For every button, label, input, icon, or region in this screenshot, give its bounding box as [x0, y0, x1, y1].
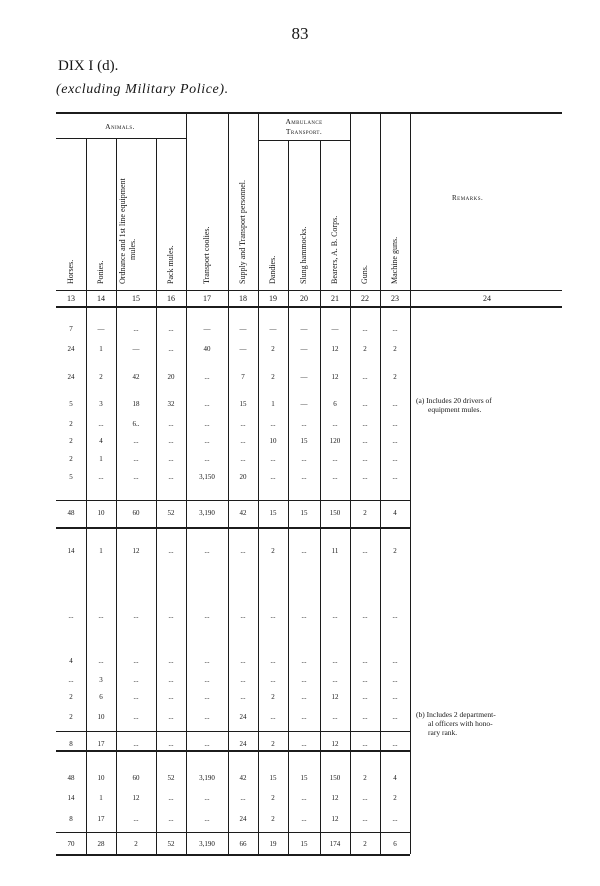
table-cell: 12 — [132, 547, 140, 555]
table-cell: ... — [133, 612, 139, 620]
total-bottom-rule — [56, 527, 410, 529]
table-cell: ... — [301, 612, 307, 620]
table-cell: ... — [133, 473, 139, 481]
table-cell: ... — [392, 473, 398, 481]
table-cell: 40 — [203, 345, 211, 353]
col-header-ordnance-mules-2: mules. — [128, 238, 137, 260]
table-cell: 60 — [132, 509, 140, 517]
table-cell: ... — [270, 420, 276, 428]
table-cell: ... — [392, 657, 398, 665]
table-heading: DIX I (d). — [58, 58, 119, 74]
table-cell: 2 — [69, 455, 73, 463]
table-cell: ... — [240, 437, 246, 445]
animals-group-header: Animals. — [105, 122, 135, 131]
table-cell: ... — [362, 400, 368, 408]
remark-b-line3: rary rank. — [428, 728, 458, 737]
table-cell: 1 — [271, 400, 275, 408]
table-cell: ... — [301, 657, 307, 665]
table-cell: 12 — [331, 373, 339, 381]
table-cell: 32 — [167, 400, 175, 408]
table-cell: 2 — [363, 509, 367, 517]
table-cell: ... — [240, 612, 246, 620]
table-cell: 66 — [239, 840, 247, 848]
remark-a-line1: (a) Includes 20 drivers of — [416, 396, 492, 405]
table-cell: ... — [392, 713, 398, 721]
table-cell: 6.. — [132, 420, 140, 428]
table-cell: 2 — [271, 345, 275, 353]
table-cell: ... — [270, 676, 276, 684]
table-cell: 60 — [132, 774, 140, 782]
table-cell: ... — [392, 455, 398, 463]
table-cell: ... — [362, 325, 368, 333]
table-cell: ... — [270, 713, 276, 721]
col-header-bearers: Bearers, A. B. Corps. — [330, 215, 339, 284]
table-cell: ... — [332, 473, 338, 481]
table-cell: 2 — [271, 547, 275, 555]
table-cell: ... — [133, 676, 139, 684]
table-cell: ... — [270, 657, 276, 665]
table-cell: 15 — [239, 400, 247, 408]
table-cell: 2 — [271, 794, 275, 802]
table-cell: ... — [392, 740, 398, 748]
table-cell: 52 — [167, 509, 175, 517]
table-cell: ... — [362, 473, 368, 481]
table-cell: ... — [204, 373, 210, 381]
table-cell: ... — [392, 437, 398, 445]
table-cell: 24 — [239, 713, 247, 721]
table-cell: ... — [362, 676, 368, 684]
col-number: 13 — [67, 294, 75, 303]
table-cell: 10 — [97, 774, 105, 782]
col-header-pack-mules: Pack mules. — [166, 245, 175, 284]
table-cell: 2 — [363, 774, 367, 782]
table-cell: 150 — [329, 774, 341, 782]
table-cell: ... — [392, 420, 398, 428]
table-cell: — — [300, 373, 308, 381]
table-cell: ... — [204, 657, 210, 665]
col-number: 23 — [391, 294, 399, 303]
table-cell: ... — [362, 612, 368, 620]
table-cell: ... — [204, 437, 210, 445]
table-cell: 42 — [132, 373, 140, 381]
table-cell: 2 — [393, 794, 397, 802]
table-cell: ... — [392, 325, 398, 333]
table-cell: ... — [204, 740, 210, 748]
table-cell: — — [300, 400, 308, 408]
table-cell: ... — [168, 547, 174, 555]
table-cell: 24 — [67, 345, 75, 353]
table-cell: — — [97, 325, 105, 333]
table-cell: 1 — [99, 455, 103, 463]
table-cell: ... — [168, 612, 174, 620]
table-cell: ... — [133, 437, 139, 445]
col-number-remarks: 24 — [483, 294, 491, 303]
table-cell: ... — [133, 815, 139, 823]
table-cell: ... — [301, 420, 307, 428]
table-cell: ... — [301, 693, 307, 701]
table-cell: ... — [168, 437, 174, 445]
table-cell: 1 — [99, 345, 103, 353]
table-cell: ... — [362, 657, 368, 665]
ambulance-group-header-line2: Transport. — [285, 127, 323, 136]
table-cell: 2 — [271, 740, 275, 748]
table-cell: 5 — [69, 400, 73, 408]
table-cell: ... — [362, 547, 368, 555]
table-cell: ... — [392, 400, 398, 408]
table-cell: ... — [168, 657, 174, 665]
table-subheading: (excluding Military Police). — [56, 82, 229, 97]
table-cell: ... — [392, 612, 398, 620]
table-cell: 52 — [167, 840, 175, 848]
table-cell: ... — [204, 455, 210, 463]
table-cell: 2 — [271, 373, 275, 381]
table-cell: 2 — [393, 373, 397, 381]
table-cell: 10 — [97, 509, 105, 517]
table-cell: ... — [240, 794, 246, 802]
table-cell: 5 — [69, 473, 73, 481]
table-cell: 2 — [69, 713, 73, 721]
table-cell: 12 — [331, 815, 339, 823]
grand-total-top-rule — [56, 832, 410, 833]
col-number: 18 — [239, 294, 247, 303]
table-cell: ... — [68, 676, 74, 684]
table-cell: ... — [168, 693, 174, 701]
table-cell: ... — [362, 420, 368, 428]
table-cell: 2 — [134, 840, 138, 848]
table-cell: 48 — [67, 774, 75, 782]
table-cell: 24 — [239, 740, 247, 748]
table-cell: ... — [204, 420, 210, 428]
table-cell: 8 — [69, 740, 73, 748]
table-cell: ... — [362, 373, 368, 381]
table-cell: 12 — [331, 740, 339, 748]
table-cell: 15 — [300, 509, 308, 517]
table-cell: 2 — [271, 815, 275, 823]
table-cell: 24 — [67, 373, 75, 381]
table-cell: — — [300, 325, 308, 333]
subtotal-bottom-rule — [56, 750, 410, 752]
table-cell: 2 — [69, 437, 73, 445]
table-cell: 150 — [329, 509, 341, 517]
table-cell: — — [300, 345, 308, 353]
col-header-ordnance-mules: Ordnance and 1st line equipment — [118, 178, 127, 284]
table-cell: 14 — [67, 547, 75, 555]
table-cell: 3,190 — [199, 840, 215, 848]
table-cell: ... — [98, 657, 104, 665]
table-cell: 120 — [329, 437, 341, 445]
col-number: 15 — [132, 294, 140, 303]
table-cell: 11 — [331, 547, 339, 555]
table-cell: 12 — [331, 794, 339, 802]
table-cell: 3 — [99, 400, 103, 408]
table-cell: ... — [240, 420, 246, 428]
table-cell: ... — [98, 473, 104, 481]
table-cell: 15 — [269, 774, 277, 782]
table-cell: ... — [204, 815, 210, 823]
col-header-horses: Horses. — [66, 259, 75, 284]
table-cell: ... — [362, 740, 368, 748]
table-cell: 3 — [99, 676, 103, 684]
table-cell: 17 — [97, 740, 105, 748]
table-cell: 3,150 — [199, 473, 215, 481]
table-cell: 6 — [393, 840, 397, 848]
table-cell: 10 — [269, 437, 277, 445]
table-cell: ... — [301, 794, 307, 802]
col-header-ponies: Ponies. — [96, 260, 105, 284]
ambulance-group-header-line1: Ambulance — [285, 117, 323, 126]
table-cell: ... — [301, 740, 307, 748]
col-header-supply-personnel: Supply and Transport personnel. — [238, 180, 247, 284]
table-cell: ... — [240, 657, 246, 665]
table-cell: 2 — [363, 345, 367, 353]
table-cell: ... — [301, 676, 307, 684]
table-cell: ... — [240, 455, 246, 463]
table-cell: ... — [301, 713, 307, 721]
table-cell: 2 — [69, 420, 73, 428]
table-cell: ... — [204, 400, 210, 408]
table-cell: 12 — [331, 345, 339, 353]
table-cell: ... — [362, 693, 368, 701]
table-cell: ... — [362, 713, 368, 721]
table-cell: ... — [392, 676, 398, 684]
table-cell: 15 — [300, 774, 308, 782]
table-cell: ... — [133, 740, 139, 748]
table-cell: 1 — [99, 547, 103, 555]
table-cell: 18 — [132, 400, 140, 408]
col-number: 17 — [203, 294, 211, 303]
top-rule — [56, 112, 562, 114]
table-cell: ... — [98, 612, 104, 620]
table-cell: 7 — [69, 325, 73, 333]
table-cell: — — [132, 345, 140, 353]
col-number: 19 — [269, 294, 277, 303]
table-cell: 12 — [331, 693, 339, 701]
table-cell: 4 — [69, 657, 73, 665]
table-cell: 6 — [99, 693, 103, 701]
table-cell: 15 — [269, 509, 277, 517]
col-number: 16 — [167, 294, 175, 303]
table-cell: ... — [98, 420, 104, 428]
table-cell: ... — [270, 473, 276, 481]
table-cell: 20 — [167, 373, 175, 381]
col-header-dandies: Dandies. — [268, 255, 277, 284]
remark-b-line1: (b) Includes 2 department- — [416, 710, 496, 719]
table-cell: 174 — [329, 840, 341, 848]
table-cell: — — [239, 345, 247, 353]
table-cell: ... — [204, 713, 210, 721]
col-header-guns: Guns. — [360, 265, 369, 284]
bottom-rule — [56, 854, 410, 856]
table-cell: 24 — [239, 815, 247, 823]
table-cell: 14 — [67, 794, 75, 802]
table-cell: 4 — [99, 437, 103, 445]
table-cell: ... — [362, 794, 368, 802]
table-cell: 1 — [99, 794, 103, 802]
col-header-transport-coolies: Transport coolies. — [202, 226, 211, 284]
col-number: 14 — [97, 294, 105, 303]
table-cell: 52 — [167, 774, 175, 782]
table-cell: ... — [301, 815, 307, 823]
table-cell: 2 — [271, 693, 275, 701]
table-cell: 2 — [69, 693, 73, 701]
table-cell: ... — [240, 676, 246, 684]
table-cell: ... — [332, 612, 338, 620]
table-cell: 20 — [239, 473, 247, 481]
table-cell: ... — [332, 455, 338, 463]
col-header-slung-hammocks: Slung hammocks. — [299, 226, 308, 284]
col-number: 22 — [361, 294, 369, 303]
table-cell: ... — [301, 473, 307, 481]
total-top-rule — [56, 500, 410, 501]
table-cell: 42 — [239, 509, 247, 517]
table-cell: 19 — [269, 840, 277, 848]
table-cell: 6 — [333, 400, 337, 408]
table-cell: ... — [133, 325, 139, 333]
table-cell: ... — [332, 420, 338, 428]
table-cell: 2 — [393, 345, 397, 353]
table-cell: ... — [301, 547, 307, 555]
remark-a-line2: equipment mules. — [428, 405, 482, 414]
table-cell: ... — [68, 612, 74, 620]
col-number: 21 — [331, 294, 339, 303]
remark-b-line2: al officers with hono- — [428, 719, 493, 728]
table-cell: ... — [204, 794, 210, 802]
table-cell: 10 — [97, 713, 105, 721]
colnum-bottom-rule — [56, 306, 562, 308]
table-cell: 15 — [300, 840, 308, 848]
table-cell: ... — [204, 676, 210, 684]
table-cell: 3,190 — [199, 774, 215, 782]
animals-group-rule — [56, 138, 186, 139]
table-cell: 2 — [99, 373, 103, 381]
table-cell: ... — [168, 455, 174, 463]
table-cell: 4 — [393, 774, 397, 782]
table-cell: 70 — [67, 840, 75, 848]
table-cell: 2 — [393, 547, 397, 555]
col-header-machine-guns: Machine guns. — [390, 236, 399, 284]
header-bottom-rule — [56, 290, 562, 291]
table-cell: 8 — [69, 815, 73, 823]
table-cell: 4 — [393, 509, 397, 517]
subtotal-top-rule — [56, 731, 410, 732]
table-cell: 7 — [241, 373, 245, 381]
table-cell: 17 — [97, 815, 105, 823]
table-cell: ... — [168, 325, 174, 333]
table-cell: ... — [168, 740, 174, 748]
table-cell: ... — [240, 547, 246, 555]
table-cell: — — [203, 325, 211, 333]
table-cell: ... — [392, 693, 398, 701]
table-cell: 3,190 — [199, 509, 215, 517]
table-cell: ... — [168, 676, 174, 684]
table-cell: 2 — [363, 840, 367, 848]
table-cell: 48 — [67, 509, 75, 517]
table-cell: 12 — [132, 794, 140, 802]
table-cell: ... — [362, 437, 368, 445]
table-cell: ... — [168, 815, 174, 823]
table-cell: ... — [270, 612, 276, 620]
table-cell: — — [269, 325, 277, 333]
table-cell: 28 — [97, 840, 105, 848]
table-cell: ... — [301, 455, 307, 463]
remarks-header: Remarks. — [452, 194, 484, 202]
page-number: 83 — [291, 24, 309, 43]
table-cell: — — [239, 325, 247, 333]
table-cell: ... — [133, 455, 139, 463]
table-cell: ... — [204, 693, 210, 701]
table-cell: ... — [362, 815, 368, 823]
table-cell: ... — [168, 713, 174, 721]
table-cell: ... — [332, 713, 338, 721]
table-cell: ... — [133, 657, 139, 665]
table-cell: ... — [332, 657, 338, 665]
table-cell: ... — [168, 473, 174, 481]
table-cell: ... — [204, 612, 210, 620]
table-cell: ... — [133, 693, 139, 701]
table-cell: 15 — [300, 437, 308, 445]
col-number: 20 — [300, 294, 308, 303]
table-cell: ... — [133, 713, 139, 721]
table-cell: ... — [168, 794, 174, 802]
table-cell: — — [331, 325, 339, 333]
table-cell: ... — [392, 815, 398, 823]
table-cell: ... — [240, 693, 246, 701]
table-cell: ... — [332, 676, 338, 684]
table-cell: ... — [168, 420, 174, 428]
table-cell: ... — [362, 455, 368, 463]
table-cell: ... — [270, 455, 276, 463]
ambulance-group-rule — [258, 140, 350, 141]
table-cell: ... — [168, 345, 174, 353]
table-cell: 42 — [239, 774, 247, 782]
table-cell: ... — [204, 547, 210, 555]
